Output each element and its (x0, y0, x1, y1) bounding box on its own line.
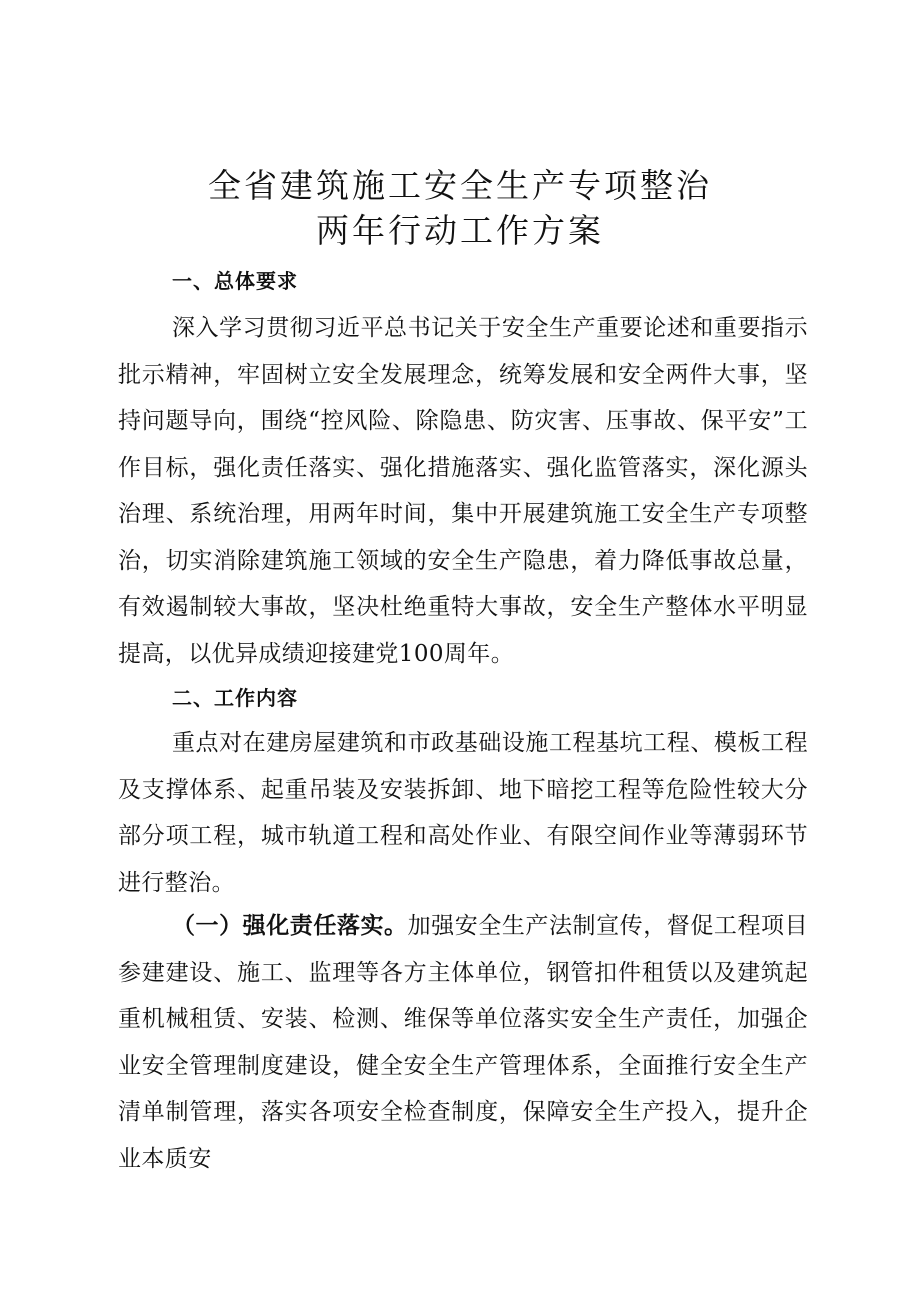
item1-text: 加强安全生产法制宣传，督促工程项目参建建设、施工、监理等各方主体单位，钢管扣件租赁以及建筑起重机械租赁、安装、检测、维保等单位落实安全生产责任，加强企业安全管理制度建设，健全安全生产管理体系，全面推行安全生产清单制管理，落实各项安全检查制度，保障安全生产投入，提升企业本质安 (118, 913, 809, 1172)
document-title-line1: 全省建筑施工安全生产专项整治 (208, 166, 712, 205)
section-heading-work-content: 二、工作内容 (172, 686, 298, 710)
paragraph-general-requirements: 深入学习贯彻习近平总书记关于安全生产重要论述和重要指示批示精神，牢固树立安全发展理念，统筹发展和安全两件大事，坚持问题导向，围绕“控风险、除隐患、防灾害、压事故、保平安”工作目标，强化责任落实、强化措施落实、强化监管落实，深化源头治理、系统治理，用两年时间，集中开展建筑施工安全生产专项整治，切实消除建筑施工领域的安全生产隐患，着力降低事故总量，有效遏制较大事故，坚决杜绝重特大事故，安全生产整体水平明显提高，以优异成绩迎接建党100周年。 (118, 315, 808, 667)
section-heading-general-requirements: 一、总体要求 (172, 269, 298, 293)
document-title-line2: 两年行动工作方案 (316, 211, 604, 250)
paragraph-item1 (118, 903, 808, 1182)
paragraph-work-content: 重点对在建房屋建筑和市政基础设施工程基坑工程、模板工程及支撑体系、起重吊装及安装拆卸、地下暗挖工程等危险性较大分部分项工程，城市轨道工程和高处作业、有限空间作业等薄弱环节进行整治。 (118, 730, 808, 896)
item1-lead: （一）强化责任落实。 (172, 912, 408, 939)
